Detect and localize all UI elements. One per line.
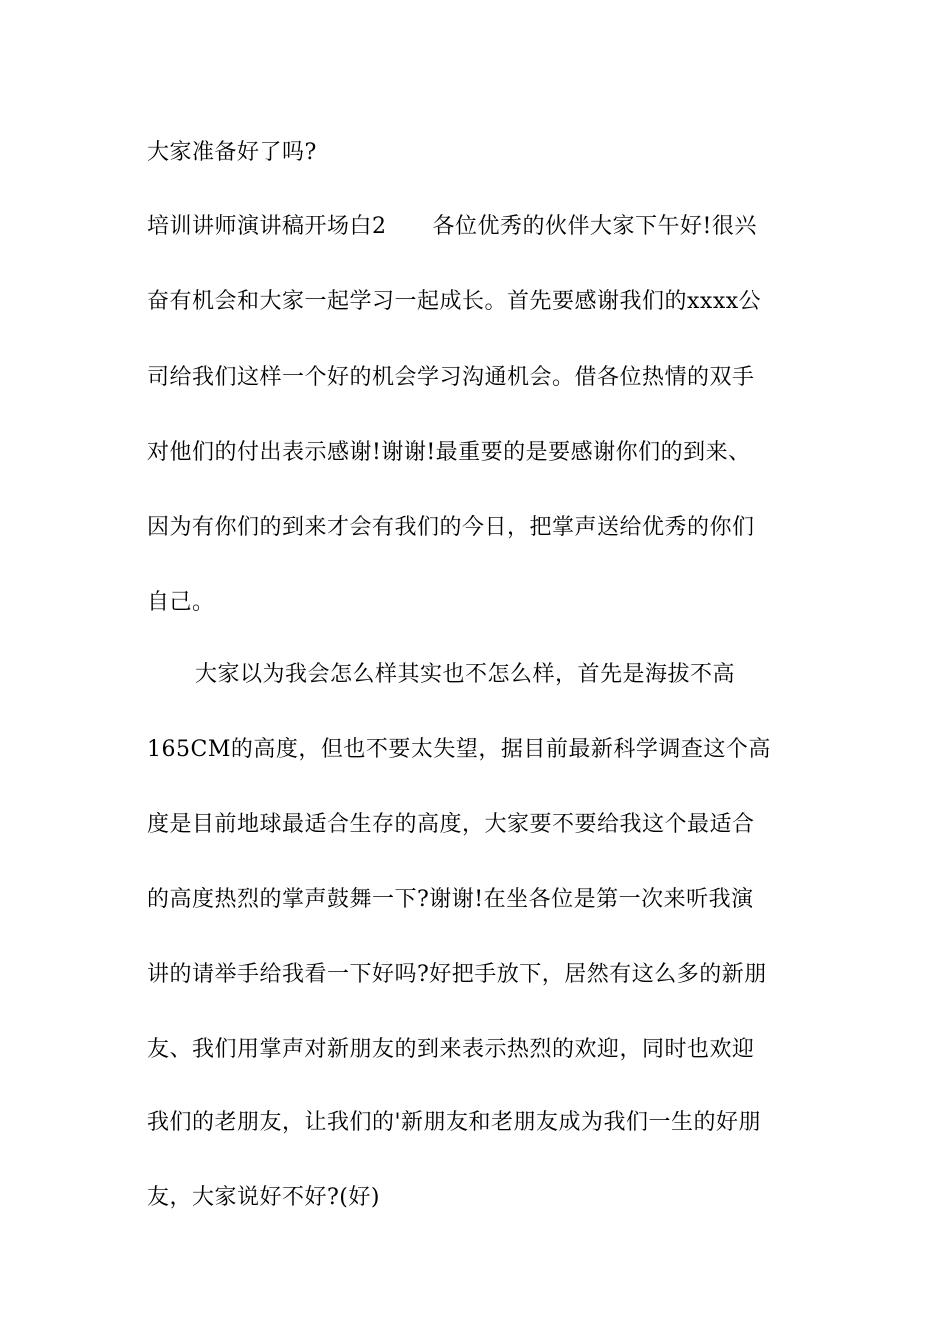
text-line-3: 奋有机会和大家一起学习一起成长。首先要感谢我们的xxxx公	[147, 289, 762, 314]
text-line-11: 的高度热烈的掌声鼓舞一下?谢谢!在坐各位是第一次来听我演	[147, 887, 754, 912]
text-line-15: 友，大家说好不好?(好)	[147, 1185, 380, 1210]
paragraph-opening: 各位优秀的伙伴大家下午好!很兴	[432, 214, 757, 239]
text-line-9: 165CM的高度，但也不要太失望，据目前最新科学调查这个高	[147, 737, 771, 762]
section-title: 培训讲师演讲稿开场白2	[147, 214, 387, 239]
text-line-5: 对他们的付出表示感谢!谢谢!最重要的是要感谢你们的到来、	[147, 440, 751, 465]
text-line-6: 因为有你们的到来才会有我们的今日，把掌声送给优秀的你们	[147, 515, 755, 540]
text-line-14: 我们的老朋友，让我们的'新朋友和老朋友成为我们一生的好朋	[147, 1110, 762, 1135]
text-line-2	[147, 212, 757, 242]
text-line-7: 自己。	[147, 590, 215, 615]
text-line-10: 度是目前地球最适合生存的高度，大家要不要给我这个最适合	[147, 812, 755, 837]
text-line-1: 大家准备好了吗?	[147, 140, 317, 165]
text-line-12: 讲的请举手给我看一下好吗?好把手放下，居然有这么多的新朋	[147, 962, 767, 987]
text-line-13: 友、我们用掌声对新朋友的到来表示热烈的欢迎，同时也欢迎	[147, 1037, 755, 1062]
text-line-8: 大家以为我会怎么样其实也不怎么样，首先是海拔不高	[195, 662, 736, 687]
text-line-4: 司给我们这样一个好的机会学习沟通机会。借各位热情的双手	[147, 365, 755, 390]
